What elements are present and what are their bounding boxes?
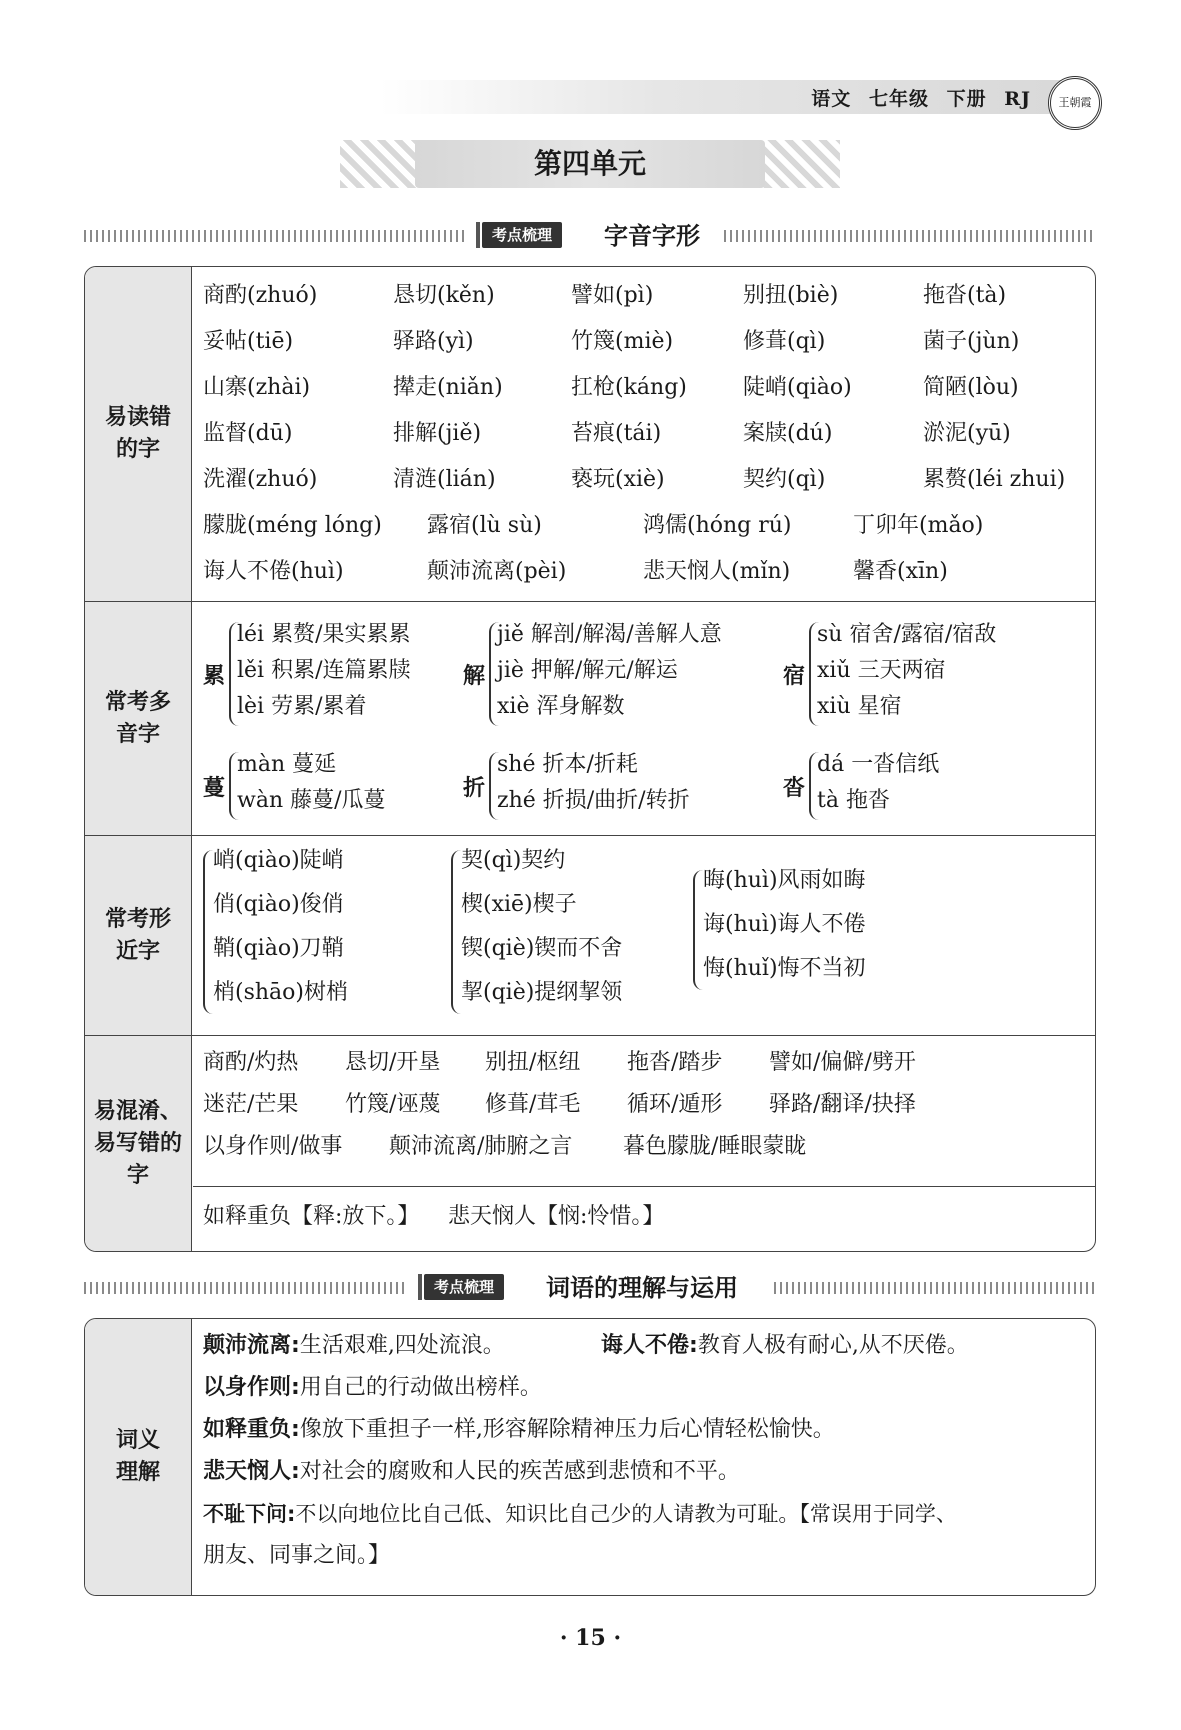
header-subject: 语文	[811, 88, 852, 110]
xingjin-item: 俏(qiào)俊俏	[213, 892, 344, 917]
divider	[193, 1186, 1095, 1187]
row-xingjin	[85, 835, 1095, 1036]
yidu-item: 诲人不倦(huì)	[203, 559, 344, 584]
definition-text: 对社会的腐败和人民的疾苦感到悲愤和不平。	[299, 1459, 740, 1484]
header-grade: 七年级	[868, 88, 929, 110]
polyphone-reading: xiè 浑身解数	[497, 694, 625, 719]
xingjin-item: 梢(shāo)树梢	[213, 980, 348, 1005]
hunxiao-item: 别扭/枢纽	[485, 1050, 581, 1075]
row-duoyin	[85, 601, 1095, 836]
tick-rule-left	[84, 1282, 404, 1294]
yidu-item: 悲天悯人(mǐn)	[643, 559, 791, 584]
xingjin-item: 挈(qiè)提纲挈领	[461, 980, 623, 1005]
polyphone-reading: lěi 积累/连篇累牍	[237, 658, 411, 683]
definition-entry	[203, 1373, 542, 1403]
hunxiao-item: 以身作则/做事	[203, 1134, 343, 1159]
hunxiao-item: 竹篾/诬蔑	[345, 1092, 441, 1117]
polyphone-reading: jiě 解剖/解渴/善解人意	[497, 622, 722, 647]
yidu-item: 排解(jiě)	[393, 421, 482, 446]
section-heading-2	[84, 1270, 1096, 1306]
yidu-item: 朦胧(méng lóng)	[203, 513, 382, 538]
polyphone-reading: xiǔ 三天两宿	[817, 658, 946, 683]
row-label-duoyin: 常考多音字	[85, 602, 192, 836]
tick-rule-right	[724, 230, 1094, 242]
yidu-item: 譬如(pì)	[571, 283, 654, 308]
yidu-item: 撵走(niǎn)	[393, 375, 503, 400]
header-text	[801, 84, 1031, 111]
yidu-item: 亵玩(xiè)	[571, 467, 665, 492]
yidu-item: 契约(qì)	[743, 467, 826, 492]
polyphone-reading: shé 折本/折耗	[497, 752, 638, 777]
polyphone-char: 折	[463, 775, 486, 801]
hunxiao-note: 如释重负【释:放下。】	[203, 1204, 420, 1229]
polyphone-reading: lèi 劳累/累着	[237, 694, 367, 719]
row-ciyi	[85, 1319, 1095, 1595]
tick-rule-right	[774, 1282, 1094, 1294]
yidu-item: 修葺(qì)	[743, 329, 826, 354]
definition-term: 不耻下问:	[203, 1502, 296, 1526]
polyphone-reading: màn 蔓延	[237, 752, 337, 777]
yidu-item: 竹篾(miè)	[571, 329, 674, 354]
definition-entry	[203, 1499, 957, 1529]
yidu-item: 馨香(xīn)	[853, 559, 948, 584]
hunxiao-cell	[193, 1036, 1095, 1252]
definition-entry	[601, 1331, 969, 1361]
xingjin-item: 楔(xiē)楔子	[461, 892, 577, 917]
definition-note-cont: 朋友、同事之间。】	[203, 1543, 391, 1568]
polyphone-char: 蔓	[203, 775, 226, 801]
hunxiao-item: 暮色朦胧/睡眼蒙眬	[623, 1134, 807, 1159]
hunxiao-item: 修葺/茸毛	[485, 1092, 581, 1117]
page-number: · 15 ·	[559, 1625, 622, 1651]
hunxiao-item: 颠沛流离/肺腑之言	[389, 1134, 573, 1159]
xingjin-item: 锲(qiè)锲而不舍	[461, 936, 623, 961]
yidu-item: 妥帖(tiē)	[203, 329, 294, 354]
seal-text: 王朝霞	[1058, 96, 1092, 109]
polyphone-reading: dá 一沓信纸	[817, 752, 940, 777]
hunxiao-item: 循环/遁形	[627, 1092, 723, 1117]
polyphone-char: 宿	[783, 663, 806, 689]
yidu-item: 扛枪(káng)	[571, 375, 687, 400]
section-tag: 考点梳理	[482, 222, 562, 248]
polyphone-reading: léi 累赘/果实累累	[237, 622, 411, 647]
yidu-item: 鸿儒(hóng rú)	[643, 513, 792, 538]
yidu-item: 累赘(léi zhui)	[923, 467, 1066, 492]
row-label-ciyi: 词义理解	[85, 1319, 192, 1595]
yidu-item: 露宿(lù sù)	[427, 513, 542, 538]
xingjin-item: 诲(huì)诲人不倦	[703, 912, 866, 937]
polyphone-reading: jiè 押解/解元/解运	[497, 658, 678, 683]
definition-entry	[203, 1457, 740, 1487]
yidu-item: 监督(dū)	[203, 421, 293, 446]
row-label-hunxiao: 易混淆、易写错的字	[85, 1036, 192, 1252]
yidu-item: 苔痕(tái)	[571, 421, 662, 446]
zhiyin-table	[84, 266, 1096, 1252]
yidu-item: 颠沛流离(pèi)	[427, 559, 567, 584]
hunxiao-item: 迷茫/芒果	[203, 1092, 299, 1117]
yidu-item: 菌子(jùn)	[923, 329, 1020, 354]
tick-rule-left	[84, 230, 464, 242]
definition-term: 悲天悯人:	[203, 1459, 300, 1484]
unit-title: 第四单元	[415, 140, 765, 188]
ciyi-cell	[193, 1319, 1095, 1595]
hunxiao-note: 悲天悯人【悯:怜惜。】	[448, 1204, 665, 1229]
polyphone-char: 累	[203, 663, 226, 689]
row-label-xingjin: 常考形近字	[85, 836, 192, 1036]
definition-entry	[203, 1415, 835, 1445]
section-title: 词语的理解与运用	[546, 1274, 738, 1302]
yidu-item: 清涟(lián)	[393, 467, 496, 492]
section-tag: 考点梳理	[424, 1274, 504, 1300]
section-heading-1	[84, 218, 1096, 254]
hunxiao-item: 恳切/开垦	[345, 1050, 441, 1075]
yidu-item: 简陋(lòu)	[923, 375, 1019, 400]
definition-text: 不以向地位比自己低、知识比自己少的人请教为可耻。	[295, 1502, 800, 1526]
header-volume: 下册	[946, 88, 987, 110]
yidu-item: 别扭(biè)	[743, 283, 839, 308]
brace	[203, 850, 213, 1014]
definition-term: 诲人不倦:	[601, 1333, 698, 1358]
xingjin-item: 晦(huì)风雨如晦	[703, 868, 866, 893]
yidu-item: 淤泥(yū)	[923, 421, 1011, 446]
definition-text: 像放下重担子一样,形容解除精神压力后心情轻松愉快。	[299, 1417, 835, 1442]
hunxiao-item: 拖沓/踏步	[627, 1050, 723, 1075]
yidu-item: 恳切(kěn)	[393, 283, 495, 308]
polyphone-reading: sù 宿舍/露宿/宿敌	[817, 622, 997, 647]
xingjin-item: 鞘(qiào)刀鞘	[213, 936, 344, 961]
section-title: 字音字形	[604, 222, 700, 250]
definition-term: 颠沛流离:	[203, 1333, 300, 1358]
polyphone-char: 沓	[783, 775, 806, 801]
yidu-item: 陡峭(qiào)	[743, 375, 852, 400]
definition-term: 如释重负:	[203, 1417, 300, 1442]
yidu-item: 案牍(dú)	[743, 421, 833, 446]
yidu-item: 洗濯(zhuó)	[203, 467, 318, 492]
row-hunxiao	[85, 1035, 1095, 1252]
xingjin-item: 契(qì)契约	[461, 848, 566, 873]
xingjin-item: 悔(huǐ)悔不当初	[703, 956, 866, 981]
yidu-item: 商酌(zhuó)	[203, 283, 318, 308]
seal-logo	[1048, 76, 1102, 130]
polyphone-reading: wàn 藤蔓/瓜蔓	[237, 788, 386, 813]
row-yidu	[85, 267, 1095, 601]
yidu-cell	[193, 267, 1095, 601]
polyphone-reading: zhé 折损/曲折/转折	[497, 788, 690, 813]
definition-entry	[203, 1331, 505, 1361]
polyphone-char: 解	[463, 663, 486, 689]
brace	[693, 870, 703, 990]
row-label-yidu: 易读错的字	[85, 267, 192, 601]
definition-text: 用自己的行动做出榜样。	[299, 1375, 542, 1400]
xingjin-cell	[193, 836, 1095, 1036]
definition-note: 【常误用于同学、	[799, 1502, 957, 1526]
polyphone-reading: tà 拖沓	[817, 788, 890, 813]
polyphone-reading: xiù 星宿	[817, 694, 902, 719]
yidu-item: 丁卯年(mǎo)	[853, 513, 984, 538]
brace	[451, 850, 461, 1014]
xingjin-item: 峭(qiào)陡峭	[213, 848, 344, 873]
ciyu-table	[84, 1318, 1096, 1596]
yidu-item: 山寨(zhài)	[203, 375, 311, 400]
definition-term: 以身作则:	[203, 1375, 300, 1400]
hunxiao-item: 譬如/偏僻/劈开	[769, 1050, 916, 1075]
hunxiao-item: 商酌/灼热	[203, 1050, 299, 1075]
definition-text: 教育人极有耐心,从不厌倦。	[697, 1333, 969, 1358]
yidu-item: 驿路(yì)	[393, 329, 474, 354]
definition-text: 生活艰难,四处流浪。	[299, 1333, 505, 1358]
duoyin-cell	[193, 602, 1095, 836]
yidu-item: 拖沓(tà)	[923, 283, 1007, 308]
header-edition: RJ	[1004, 88, 1031, 110]
hunxiao-item: 驿路/翻译/抉择	[769, 1092, 916, 1117]
